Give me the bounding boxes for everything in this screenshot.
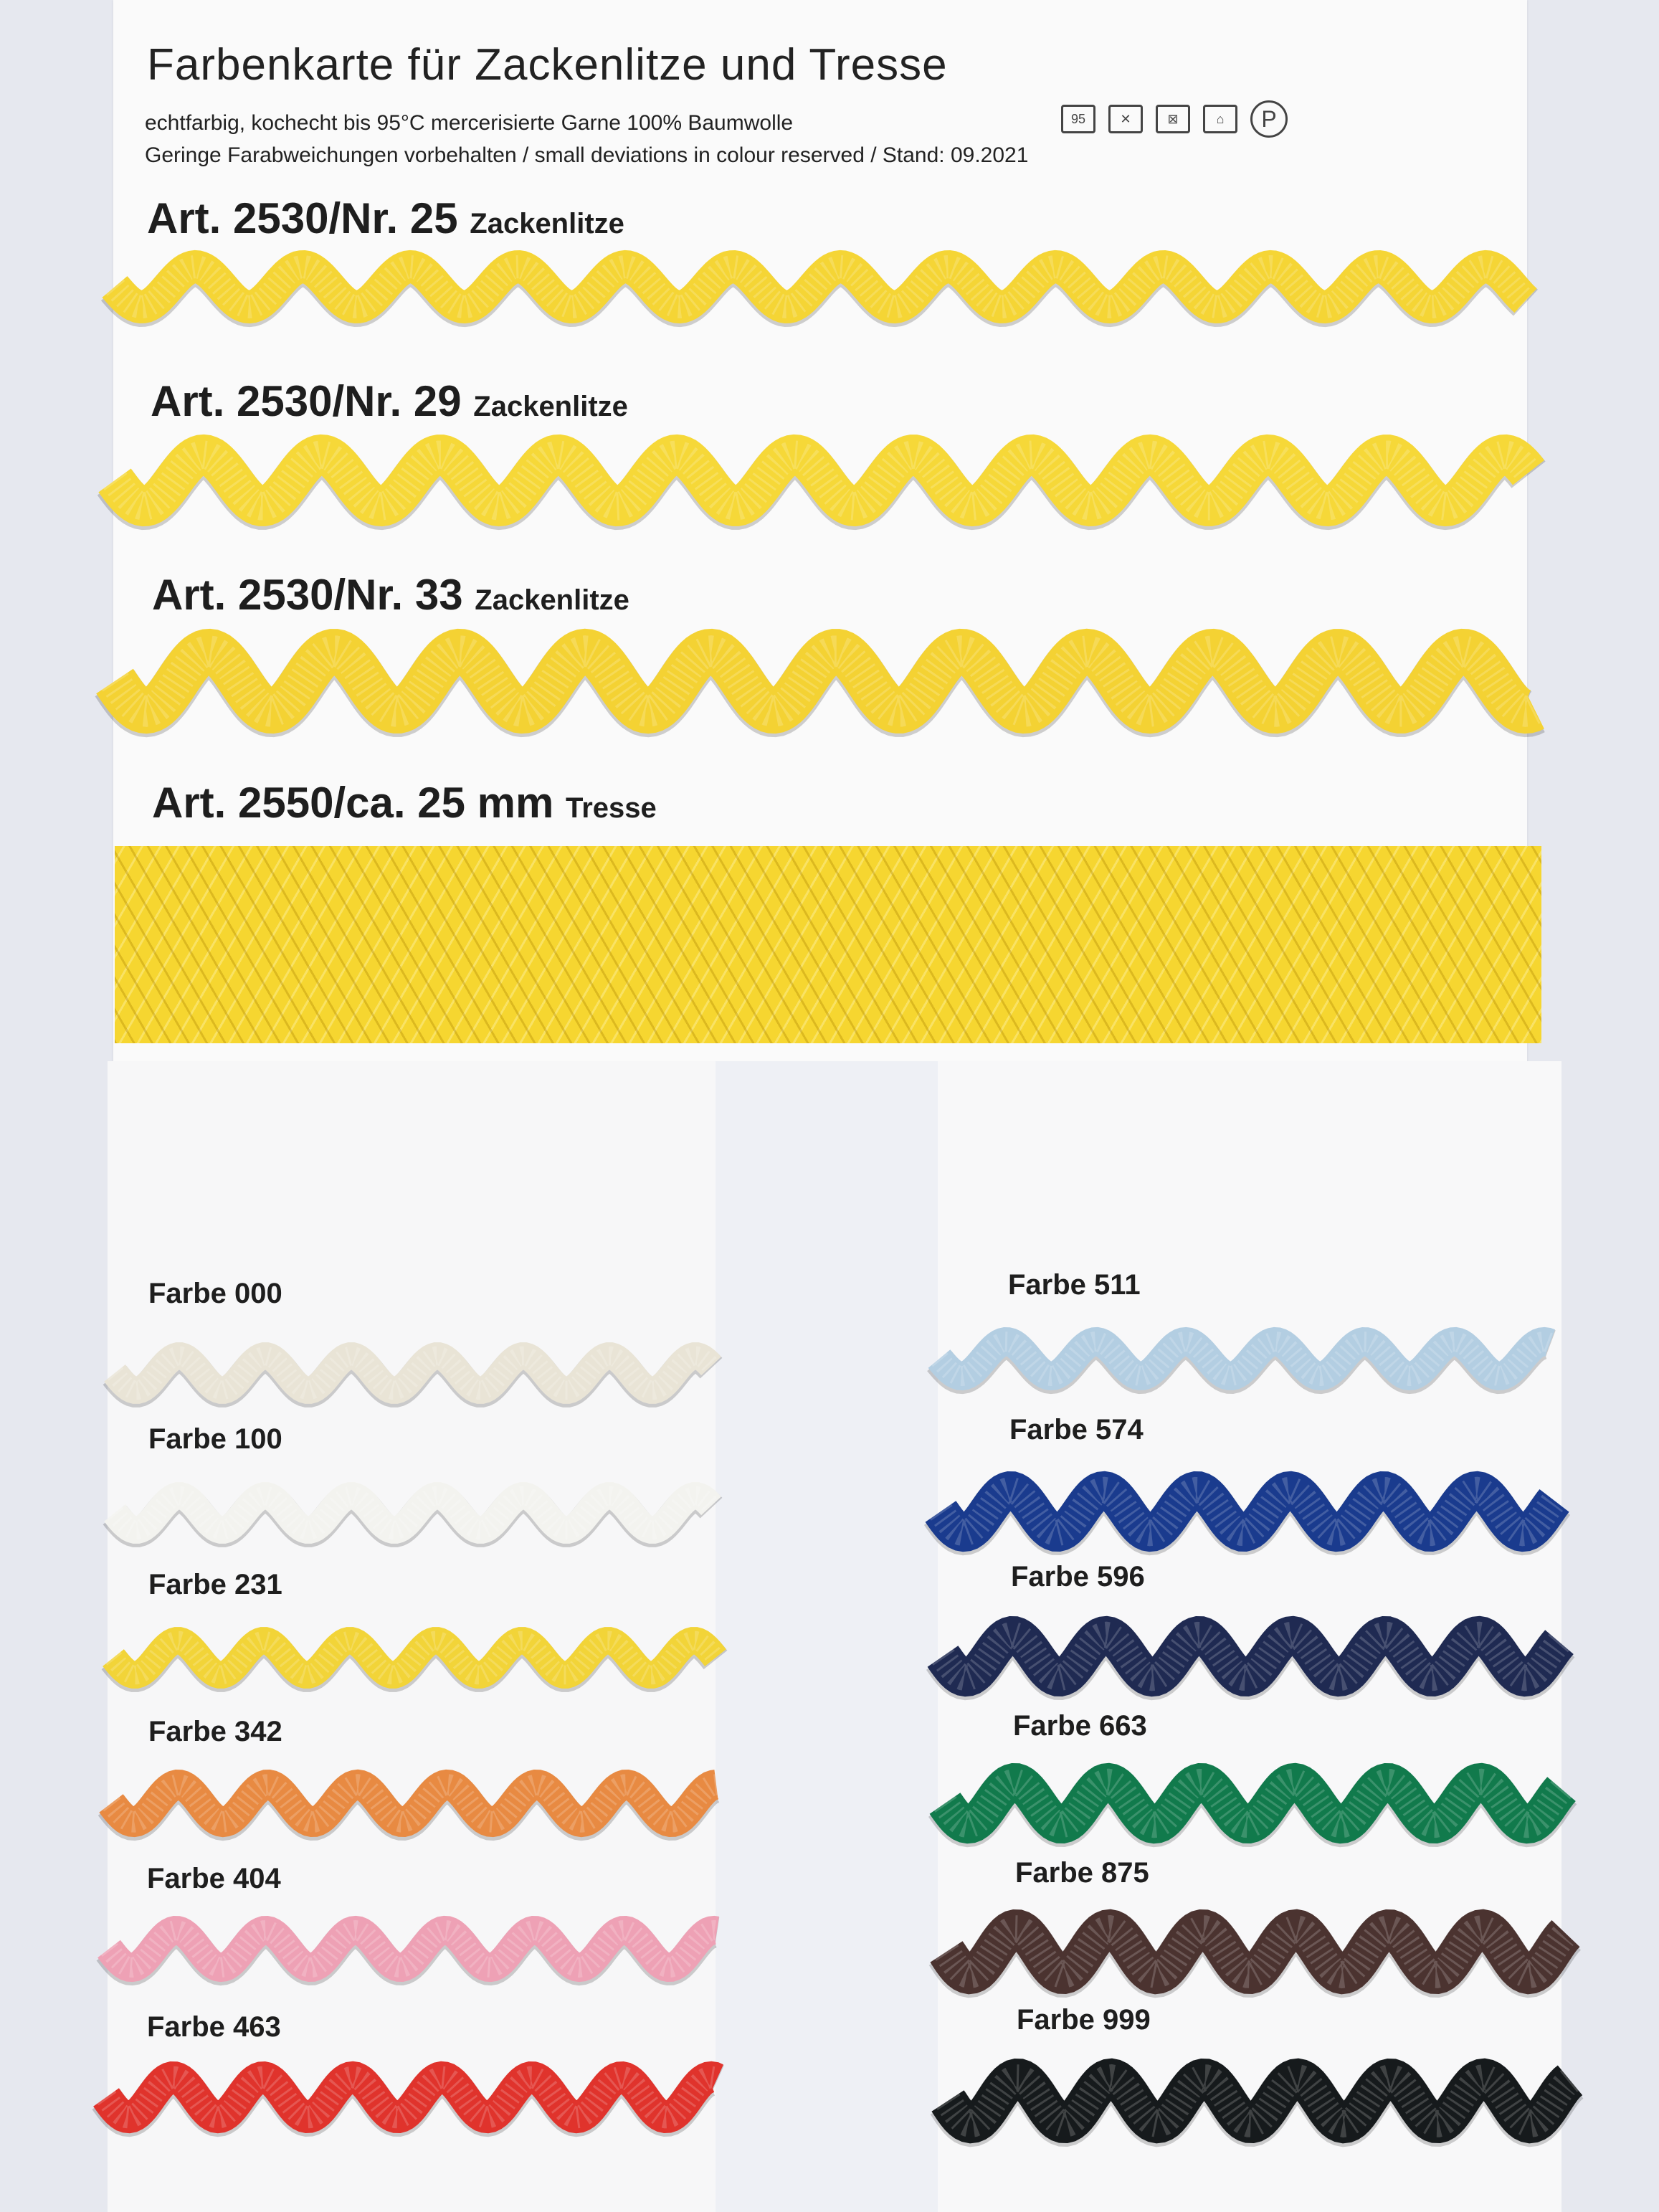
color-label-574: Farbe 574 <box>1009 1414 1144 1446</box>
no-bleach-icon: ✕ <box>1108 105 1143 133</box>
color-label-463: Farbe 463 <box>147 2011 281 2043</box>
rickrack-sample-2530-25 <box>115 237 1527 337</box>
tresse-sample-2550 <box>115 846 1541 1043</box>
rickrack-farbe-404 <box>109 1906 718 1992</box>
color-label-511: Farbe 511 <box>1008 1269 1141 1301</box>
rickrack-farbe-511 <box>939 1316 1552 1402</box>
article-code: Art. 2530/Nr. 29 <box>151 377 462 425</box>
article-type: Zackenlitze <box>475 584 629 616</box>
card-subtitle: echtfarbig, kochecht bis 95°C mercerisierte Garne 100% Baumwolle <box>145 111 794 135</box>
rickrack-farbe-231 <box>113 1615 716 1701</box>
rickrack-sample-2530-29 <box>115 423 1529 538</box>
rickrack-farbe-574 <box>941 1465 1556 1558</box>
rickrack-farbe-875 <box>946 1905 1567 1998</box>
rickrack-farbe-000 <box>115 1330 713 1416</box>
dry-clean-p-icon: P <box>1250 100 1288 138</box>
lower-middle-gap <box>716 1061 938 2212</box>
rickrack-farbe-596 <box>943 1610 1559 1703</box>
article-heading-2 <box>151 376 628 426</box>
color-label-875: Farbe 875 <box>1015 1857 1149 1889</box>
color-label-231: Farbe 231 <box>148 1569 282 1600</box>
rickrack-farbe-342 <box>111 1760 717 1846</box>
article-code: Art. 2530/Nr. 25 <box>147 194 458 242</box>
color-label-596: Farbe 596 <box>1011 1561 1145 1592</box>
article-code: Art. 2550/ca. 25 mm <box>152 779 554 827</box>
rickrack-farbe-663 <box>945 1757 1563 1850</box>
color-label-100: Farbe 100 <box>148 1423 282 1455</box>
color-label-404: Farbe 404 <box>147 1863 281 1894</box>
care-symbols <box>1061 100 1319 138</box>
color-label-342: Farbe 342 <box>148 1716 282 1747</box>
article-type: Zackenlitze <box>473 391 628 422</box>
card-note: Geringe Farabweichungen vorbehalten / small deviations in colour reserved / Stand: 09.2021 <box>145 143 1029 167</box>
rickrack-farbe-999 <box>948 2054 1570 2147</box>
article-type: Tresse <box>566 792 657 824</box>
no-tumble-dry-icon: ⊠ <box>1156 105 1190 133</box>
color-label-000: Farbe 000 <box>148 1278 282 1309</box>
rickrack-sample-2530-33 <box>115 617 1534 746</box>
article-heading-4 <box>152 778 657 827</box>
color-label-999: Farbe 999 <box>1017 2004 1151 2036</box>
rickrack-farbe-463 <box>106 2054 719 2140</box>
rickrack-farbe-100 <box>115 1470 713 1556</box>
article-code: Art. 2530/Nr. 33 <box>152 571 463 619</box>
wash-95-icon: 95 <box>1061 105 1095 133</box>
article-type: Zackenlitze <box>470 208 624 239</box>
color-label-663: Farbe 663 <box>1013 1710 1147 1742</box>
card-title: Farbenkarte für Zackenlitze und Tresse <box>147 40 948 90</box>
iron-icon: ⌂ <box>1203 105 1237 133</box>
article-heading-1 <box>147 194 624 243</box>
article-heading-3 <box>152 570 629 620</box>
